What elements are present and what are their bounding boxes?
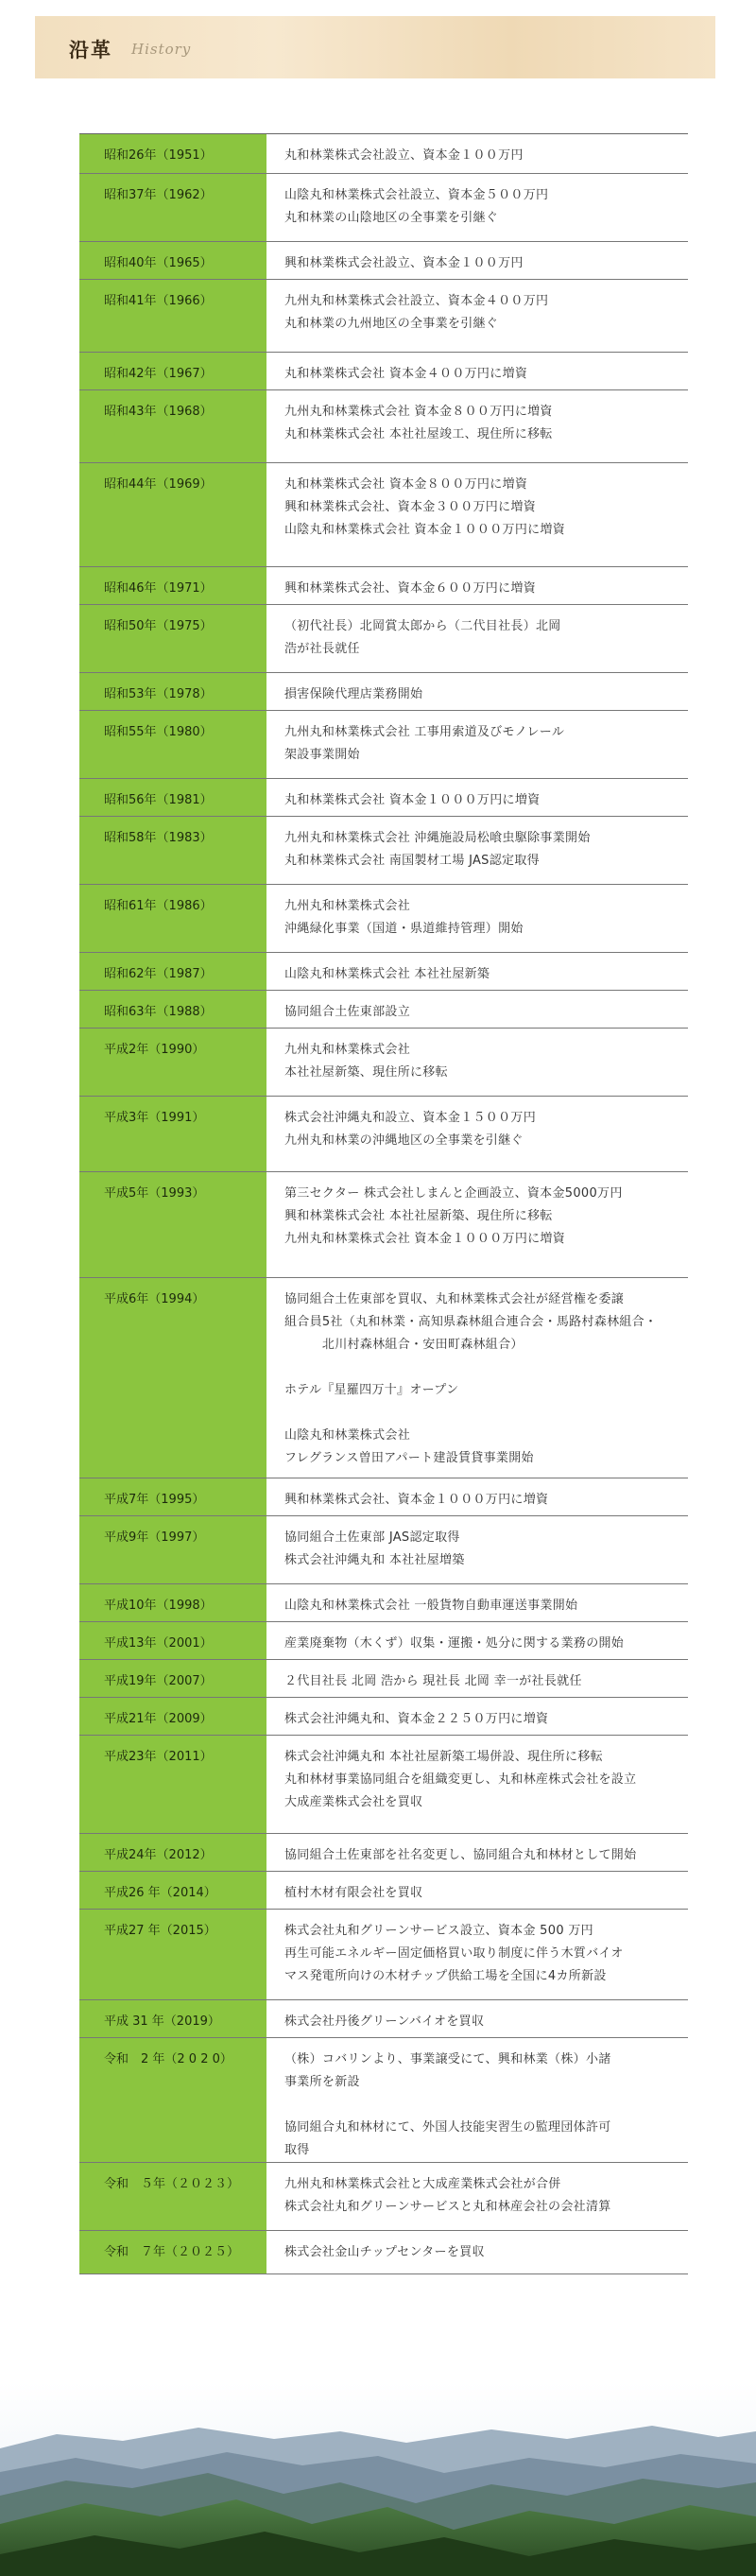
history-row <box>79 1029 688 1097</box>
history-events <box>266 353 688 389</box>
history-event-line: 株式会社丸和グリーンサービスと丸和林産会社の会社清算 <box>284 2200 611 2214</box>
history-event-line: 第三セクター 株式会社しまんと企画設立、資本金5000万円 <box>284 1186 623 1201</box>
history-row <box>79 1172 688 1278</box>
history-events <box>266 885 688 952</box>
history-year: 昭和41年（1966） <box>79 280 266 352</box>
history-events <box>266 991 688 1028</box>
history-row <box>79 711 688 779</box>
history-row <box>79 242 688 280</box>
history-events <box>266 1516 688 1583</box>
history-event-line: 事業所を新設 <box>284 2075 360 2089</box>
history-year: 昭和44年（1969） <box>79 463 266 566</box>
history-event-line: 山陰丸和林業株式会社 資本金１０００万円に増資 <box>284 523 566 537</box>
history-year: 平成19年（2007） <box>79 1660 266 1697</box>
history-events <box>266 1834 688 1871</box>
history-year: 昭和46年（1971） <box>79 567 266 604</box>
history-event-line: フレグランス曽田アパート建設賃貸事業開始 <box>284 1451 534 1465</box>
section-subtitle: History <box>131 41 192 58</box>
history-row <box>79 817 688 885</box>
history-event-line: （株）コバリンより、事業譲受にて、興和林業（株）小諸 <box>284 2052 611 2066</box>
history-event-line: 沖縄緑化事業（国道・県道維持管理）開始 <box>284 922 524 936</box>
history-year: 昭和40年（1965） <box>79 242 266 279</box>
history-event-line: ホテル『星羅四万十』オープン <box>284 1383 459 1397</box>
history-event-line: 損害保険代理店業務開始 <box>284 687 423 701</box>
history-events <box>266 605 688 672</box>
history-row <box>79 1097 688 1172</box>
history-event-line: 架設事業開始 <box>284 748 360 762</box>
history-row <box>79 174 688 242</box>
history-row <box>79 779 688 817</box>
history-event-line: 協同組合土佐東部設立 <box>284 1005 411 1019</box>
section-title: 沿革 <box>69 38 112 61</box>
history-row <box>79 1478 688 1516</box>
history-events <box>266 390 688 462</box>
history-events <box>266 711 688 778</box>
history-row <box>79 2231 688 2274</box>
mountain-landscape-svg <box>0 2382 756 2576</box>
history-year: 平成13年（2001） <box>79 1622 266 1659</box>
history-row <box>79 953 688 991</box>
history-row <box>79 1698 688 1736</box>
history-event-line: 山陰丸和林業株式会社 <box>284 1428 411 1443</box>
history-row <box>79 1622 688 1660</box>
history-event-line: 山陰丸和林業株式会社 本社社屋新築 <box>284 967 490 981</box>
history-year: 平成27 年（2015） <box>79 1910 266 1999</box>
history-events <box>266 817 688 884</box>
history-events <box>266 1478 688 1515</box>
history-year: 平成2年（1990） <box>79 1029 266 1096</box>
history-year: 平成9年（1997） <box>79 1516 266 1583</box>
history-year: 平成23年（2011） <box>79 1736 266 1833</box>
section-header <box>35 16 715 78</box>
history-event-line: 山陰丸和林業株式会社 一般貨物自動車運送事業開始 <box>284 1599 578 1613</box>
history-year: 昭和58年（1983） <box>79 817 266 884</box>
history-events <box>266 134 688 173</box>
history-event-line: 興和林業株式会社 本社社屋新築、現住所に移転 <box>284 1209 553 1223</box>
history-event-line: 丸和林材事業協同組合を組織変更し、丸和林産株式会社を設立 <box>284 1772 637 1787</box>
history-event-line: 山陰丸和林業株式会社設立、資本金５００万円 <box>284 188 549 202</box>
history-year: 平成6年（1994） <box>79 1278 266 1478</box>
history-event-line: 丸和林業株式会社 南国製材工場 JAS認定取得 <box>284 854 540 868</box>
history-event-line: 九州丸和林業株式会社設立、資本金４００万円 <box>284 294 549 308</box>
history-events <box>266 1097 688 1171</box>
history-event-line: 丸和林業株式会社 資本金４００万円に増資 <box>284 367 528 381</box>
history-row <box>79 2000 688 2038</box>
history-event-line: 丸和林業株式会社 資本金８００万円に増資 <box>284 477 528 492</box>
history-event-line: 大成産業株式会社を買収 <box>284 1795 423 1809</box>
history-year: 令和 ７年（２０２５） <box>79 2231 266 2273</box>
history-events <box>266 2231 688 2273</box>
history-event-line: 北川村森林組合・安田町森林組合） <box>284 1338 524 1352</box>
history-row <box>79 1278 688 1478</box>
history-event-line: 協同組合土佐東部を社名変更し、協同組合丸和林材として開始 <box>284 1848 637 1862</box>
history-year: 平成26 年（2014） <box>79 1872 266 1909</box>
history-event-line <box>284 2094 688 2117</box>
history-event-line: 再生可能エネルギー固定価格買い取り制度に伴う木質バイオ <box>284 1946 624 1961</box>
history-event-line: 取得 <box>284 2143 310 2157</box>
history-row <box>79 1584 688 1622</box>
history-events <box>266 1872 688 1909</box>
history-row <box>79 463 688 567</box>
history-event-line: マス発電所向けの木材チップ供給工場を全国に4カ所新設 <box>284 1969 607 1983</box>
mountain-landscape-image <box>0 2382 756 2576</box>
history-event-line: 協同組合土佐東部を買収、丸和林業株式会社が経営権を委譲 <box>284 1292 625 1306</box>
history-event-line: 丸和林業の九州地区の全事業を引継ぐ <box>284 317 499 331</box>
history-row <box>79 1910 688 2000</box>
history-event-line: 協同組合土佐東部 JAS認定取得 <box>284 1530 460 1545</box>
history-event-line: 株式会社沖縄丸和、資本金２２５０万円に増資 <box>284 1712 549 1726</box>
history-event-line: 協同組合丸和林材にて、外国人技能実習生の監理団体許可 <box>284 2120 611 2135</box>
history-year: 昭和50年（1975） <box>79 605 266 672</box>
history-events <box>266 174 688 241</box>
history-event-line: 株式会社沖縄丸和 本社社屋増築 <box>284 1553 465 1567</box>
history-event-line: 興和林業株式会社、資本金１０００万円に増資 <box>284 1493 549 1507</box>
history-year: 昭和37年（1962） <box>79 174 266 241</box>
history-year: 昭和53年（1978） <box>79 673 266 710</box>
history-year: 昭和62年（1987） <box>79 953 266 990</box>
history-event-line: 九州丸和林業株式会社 資本金８００万円に増資 <box>284 405 553 419</box>
history-event-line: 興和林業株式会社設立、資本金１００万円 <box>284 256 524 270</box>
history-event-line: 九州丸和林業株式会社 <box>284 1043 411 1057</box>
history-year: 昭和63年（1988） <box>79 991 266 1028</box>
history-row <box>79 1872 688 1910</box>
history-event-line: 九州丸和林業の沖縄地区の全事業を引継ぐ <box>284 1133 524 1148</box>
history-event-line: 株式会社沖縄丸和 本社社屋新築工場併設、現住所に移転 <box>284 1750 603 1764</box>
history-event-line: 浩が社長就任 <box>284 642 360 656</box>
history-row <box>79 885 688 953</box>
history-year: 平成10年（1998） <box>79 1584 266 1621</box>
history-year: 昭和61年（1986） <box>79 885 266 952</box>
history-events <box>266 242 688 279</box>
history-event-line: 興和林業株式会社、資本金６００万円に増資 <box>284 581 537 596</box>
history-year: 平成7年（1995） <box>79 1478 266 1515</box>
history-event-line: （初代社長）北岡賞太郎から（二代目社長）北岡 <box>284 619 561 633</box>
history-row <box>79 991 688 1029</box>
history-event-line: 丸和林業株式会社設立、資本金１００万円 <box>284 148 524 163</box>
history-row <box>79 1660 688 1698</box>
history-events <box>266 673 688 710</box>
history-events <box>266 2163 688 2230</box>
history-row <box>79 605 688 673</box>
history-event-line: 株式会社金山チップセンターを買収 <box>284 2245 485 2259</box>
history-year: 令和 2 年（2 0 2 0） <box>79 2038 266 2162</box>
history-row <box>79 567 688 605</box>
history-year: 平成 31 年（2019） <box>79 2000 266 2037</box>
history-year: 昭和43年（1968） <box>79 390 266 462</box>
history-events <box>266 953 688 990</box>
history-events <box>266 567 688 604</box>
history-row <box>79 280 688 353</box>
history-year: 昭和42年（1967） <box>79 353 266 389</box>
history-events <box>266 1910 688 1999</box>
history-events <box>266 1172 688 1277</box>
history-year: 平成24年（2012） <box>79 1834 266 1871</box>
history-row <box>79 2163 688 2231</box>
history-events <box>266 1736 688 1833</box>
history-event-line: 組合員5社（丸和林業・高知県森林組合連合会・馬路村森林組合・ <box>284 1315 658 1329</box>
history-event-line: ２代目社長 北岡 浩から 現社長 北岡 幸一が社長就任 <box>284 1674 582 1688</box>
history-events <box>266 1584 688 1621</box>
history-row <box>79 134 688 174</box>
history-year: 平成5年（1993） <box>79 1172 266 1277</box>
history-row <box>79 2038 688 2163</box>
history-events <box>266 2000 688 2037</box>
history-event-line: 丸和林業株式会社 資本金１０００万円に増資 <box>284 793 541 807</box>
history-year: 昭和56年（1981） <box>79 779 266 816</box>
history-table <box>79 133 688 2274</box>
history-event-line: 九州丸和林業株式会社 沖縄施設局松喰虫駆除事業開始 <box>284 831 591 845</box>
history-row <box>79 390 688 463</box>
history-event-line: 株式会社丸和グリーンサービス設立、資本金 500 万円 <box>284 1924 593 1938</box>
history-year: 平成21年（2009） <box>79 1698 266 1735</box>
history-year: 昭和55年（1980） <box>79 711 266 778</box>
history-row <box>79 1834 688 1872</box>
history-event-line <box>284 1402 688 1425</box>
history-event-line: 株式会社沖縄丸和設立、資本金１５００万円 <box>284 1111 537 1125</box>
history-event-line: 株式会社丹後グリーンバイオを買収 <box>284 2014 485 2029</box>
history-events <box>266 2038 688 2162</box>
history-event-line: 興和林業株式会社、資本金３００万円に増資 <box>284 500 537 514</box>
history-row <box>79 1736 688 1834</box>
history-event-line: 植村木材有限会社を買収 <box>284 1886 423 1900</box>
history-events <box>266 280 688 352</box>
history-events <box>266 1698 688 1735</box>
history-events <box>266 1278 688 1478</box>
history-event-line: 九州丸和林業株式会社 <box>284 899 411 913</box>
history-events <box>266 1029 688 1096</box>
history-event-line <box>284 1357 688 1379</box>
history-row <box>79 1516 688 1584</box>
history-row <box>79 353 688 390</box>
history-row <box>79 673 688 711</box>
history-event-line: 丸和林業株式会社 本社社屋竣工、現住所に移転 <box>284 427 553 441</box>
history-event-line: 丸和林業の山陰地区の全事業を引継ぐ <box>284 211 499 225</box>
history-events <box>266 1622 688 1659</box>
history-events <box>266 779 688 816</box>
history-event-line: 九州丸和林業株式会社と大成産業株式会社が合併 <box>284 2177 561 2191</box>
history-event-line: 産業廃棄物（木くず）収集・運搬・処分に関する業務の開始 <box>284 1636 625 1651</box>
history-year: 平成3年（1991） <box>79 1097 266 1171</box>
history-event-line: 九州丸和林業株式会社 工事用索道及びモノレール <box>284 725 565 739</box>
history-year: 令和 ５年（２０２３） <box>79 2163 266 2230</box>
history-events <box>266 1660 688 1697</box>
history-year: 昭和26年（1951） <box>79 134 266 173</box>
history-event-line: 九州丸和林業株式会社 資本金１０００万円に増資 <box>284 1232 566 1246</box>
history-event-line: 本社社屋新築、現住所に移転 <box>284 1065 448 1080</box>
history-events <box>266 463 688 566</box>
